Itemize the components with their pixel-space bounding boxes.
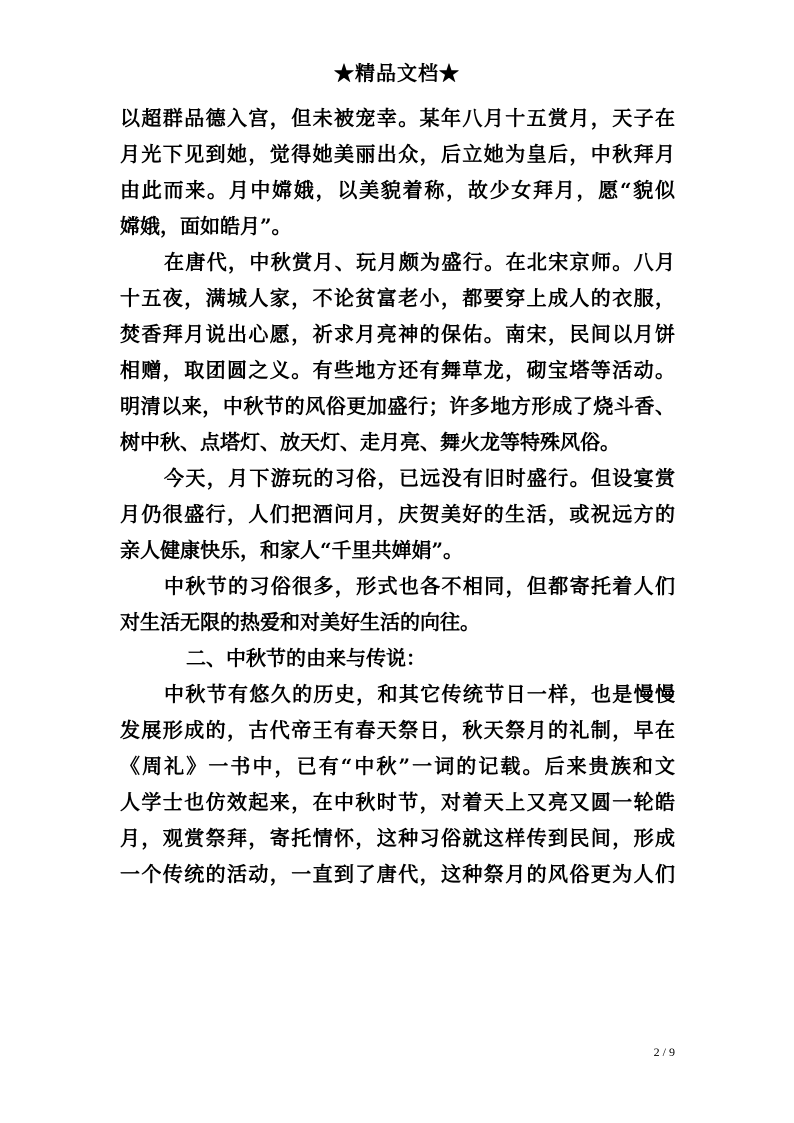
text-line: 嫦娥，面如皓月”。 bbox=[120, 214, 292, 238]
text-line: 月光下见到她，觉得她美丽出众，后立她为皇后，中秋拜月 bbox=[120, 142, 675, 166]
page-header-title: ★精品文档★ bbox=[334, 61, 460, 85]
text-line: 在唐代，中秋赏月、玩月颇为盛行。在北宋京师。八月 bbox=[164, 250, 675, 274]
text-line: 月仍很盛行，人们把酒问月，庆贺美好的生活，或祝远方的 bbox=[120, 502, 675, 526]
text-line: 《周礼》一书中，已有“中秋”一词的记载。后来贵族和文 bbox=[120, 754, 675, 778]
text-line: 发展形成的，古代帝王有春天祭日，秋天祭月的礼制，早在 bbox=[120, 718, 675, 742]
document-body bbox=[120, 100, 675, 892]
section-heading: 二、中秋节的由来与传说： bbox=[186, 646, 426, 670]
text-line: 以超群品德入宫，但未被宠幸。某年八月十五赏月，天子在 bbox=[120, 106, 675, 130]
paragraph-4 bbox=[120, 568, 675, 640]
text-line: 月，观赏祭拜，寄托情怀，这种习俗就这样传到民间，形成 bbox=[120, 826, 675, 850]
text-line: 一个传统的活动，一直到了唐代，这种祭月的风俗更为人们 bbox=[120, 862, 675, 886]
text-line: 今天，月下游玩的习俗，已远没有旧时盛行。但设宴赏 bbox=[164, 466, 675, 490]
text-line: 亲人健康快乐，和家人“千里共婵娟”。 bbox=[120, 538, 464, 562]
paragraph-2 bbox=[120, 244, 675, 460]
text-line: 中秋节的习俗很多，形式也各不相同，但都寄托着人们 bbox=[164, 574, 675, 598]
paragraph-3 bbox=[120, 460, 675, 568]
page-number: 2 / 9 bbox=[653, 1045, 675, 1059]
text-line: 相赠，取团圆之义。有些地方还有舞草龙，砌宝塔等活动。 bbox=[120, 358, 675, 382]
text-line: 人学士也仿效起来，在中秋时节，对着天上又亮又圆一轮皓 bbox=[120, 790, 675, 814]
paragraph-5 bbox=[120, 676, 675, 892]
text-line: 对生活无限的热爱和对美好生活的向往。 bbox=[120, 610, 480, 634]
text-line: 由此而来。月中嫦娥，以美貌着称，故少女拜月，愿“貌似 bbox=[120, 178, 675, 202]
paragraph-1 bbox=[120, 100, 675, 244]
text-line: 焚香拜月说出心愿，祈求月亮神的保佑。南宋，民间以月饼 bbox=[120, 322, 675, 346]
text-line: 明清以来，中秋节的风俗更加盛行；许多地方形成了烧斗香、 bbox=[120, 394, 675, 418]
text-line: 树中秋、点塔灯、放天灯、走月亮、舞火龙等特殊风俗。 bbox=[120, 430, 620, 454]
text-line: 十五夜，满城人家，不论贫富老小，都要穿上成人的衣服， bbox=[120, 286, 675, 310]
text-line: 中秋节有悠久的历史，和其它传统节日一样，也是慢慢 bbox=[164, 682, 675, 706]
